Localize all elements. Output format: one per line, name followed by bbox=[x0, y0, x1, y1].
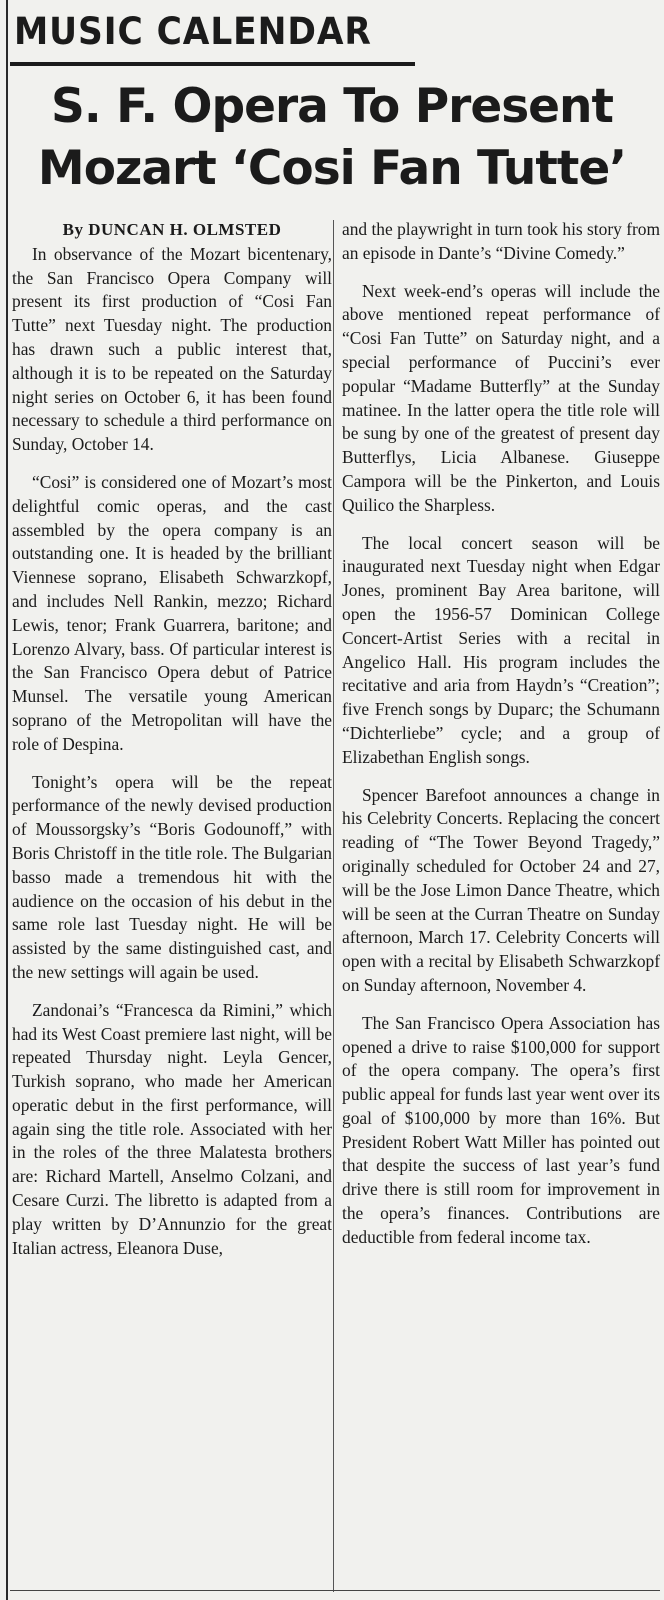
headline-line-1: S. F. Opera To Present bbox=[51, 79, 613, 134]
paragraph: In observance of the Mozart bicentenary, the San Francisco Opera Company will present its first production of “Cosi Fan Tutte” next Tuesday night. The production has drawn such a public interest that, although it is to be repeated on the Saturday night series on October 6, it has been found necessary to schedule a third performance on Sunday, October 14. bbox=[12, 243, 332, 455]
paragraph: Zandonai’s “Francesca da Rimini,” which had its West Coast premiere last night, will be repeated Thursday night. Leyla Gencer, Turkish soprano, who made her American operatic debut in the first performance, will again sing the title role. Associated with her in the roles of the three Malatesta brothers are: Richard Martell, Anselmo Colzani, and Cesare Curzi. The libretto is adapted from a play written by D’Annunzio for the great Italian actress, Eleanora Duse, bbox=[12, 999, 332, 1258]
bottom-rule bbox=[10, 1590, 660, 1591]
article-column-left bbox=[12, 218, 332, 1260]
section-kicker: MUSIC CALENDAR bbox=[14, 10, 372, 53]
kicker-underline bbox=[10, 62, 415, 66]
paragraph-continued: and the playwright in turn took his story from an episode in Dante’s “Divine Comedy.” bbox=[342, 219, 660, 263]
paragraph: “Cosi” is considered one of Mozart’s most delightful comic operas, and the cast assembled by the opera company is an outstanding one. It is headed by the brilliant Viennese soprano, Elisabeth Schwarzkopf, and includes Nell Rankin, mezzo; Richard Lewis, tenor; Frank Guarrera, baritone; and Lorenzo Alvary, bass. Of particular interest is the San Francisco Opera debut of Patrice Munsel. The versatile young American soprano of the Metropolitan will have the role of Despina. bbox=[12, 471, 332, 754]
paragraph: Tonight’s opera will be the repeat performance of the newly devised production of Moussorgsky’s “Boris Godounoff,” with Boris Christoff in the title role. The Bulgarian basso made a tremendous hit with the audience on the occasion of his debut in the same role last Tuesday night. He will be assisted by the same distinguished cast, and the new settings will again be used. bbox=[12, 771, 332, 982]
left-border-rule bbox=[6, 0, 8, 1600]
paragraph: Next week-end’s operas will include the above mentioned repeat performance of “Cosi Fan Tutte” on Saturday night, and a special performance of Puccini’s ever popular “Madame Butterfly” at the Sunday matinee. In the latter opera the title role will be sung by one of the greatest of present day Butterflys, Licia Albanese. Giuseppe Campora will be the Pinkerton, and Louis Quilico the Sharpless. bbox=[342, 280, 660, 515]
article-column-right bbox=[342, 218, 660, 1250]
paragraph: The local concert season will be inaugurated next Tuesday night when Edgar Jones, prominent Bay Area baritone, will open the 1956-57 Dominican College Concert-Artist Series with a recital in Angelico Hall. His program includes the recitative and aria from Haydn’s “Creation”; five French songs by Duparc; the Schumann “Dichterliebe” cycle; and a group of Elizabethan English songs. bbox=[342, 532, 660, 767]
headline-line-2: Mozart ‘Cosi Fan Tutte’ bbox=[37, 141, 627, 196]
byline: By DUNCAN H. OLMSTED bbox=[62, 220, 282, 239]
column-divider bbox=[333, 220, 334, 1592]
paragraph: Spencer Barefoot announces a change in his Celebrity Concerts. Replacing the concert reading of “The Tower Beyond Tragedy,” originally scheduled for October 24 and 27, will be the Jose Limon Dance Theatre, which will be seen at the Curran Theatre on Sunday afternoon, March 17. Celebrity Concerts will open with a recital by Elisabeth Schwarzkopf on Sunday afternoon, November 4. bbox=[342, 784, 660, 995]
paragraph: The San Francisco Opera Association has opened a drive to raise $100,000 for support of the opera company. The opera’s first public appeal for funds last year went over its goal of $100,000 by more than 16%. But President Robert Watt Miller has pointed out that despite the success of last year’s fund drive there is still room for improvement in the opera’s finances. Contributions are deductible from federal income tax. bbox=[342, 1012, 660, 1247]
headline bbox=[0, 76, 664, 200]
